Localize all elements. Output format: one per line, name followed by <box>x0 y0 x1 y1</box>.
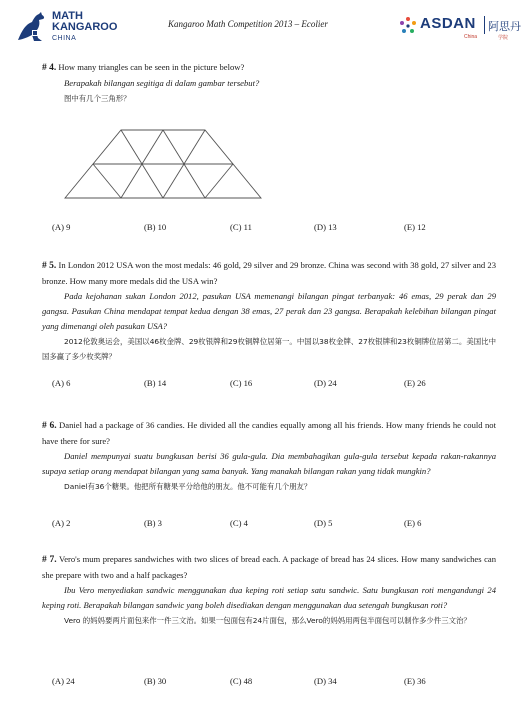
question-text-cn: Vero 的妈妈要两片面包来作一件三文治。如果一包面包有24片面包，那么Vero的妈妈用两包半面包可以制作多少件三文治？ <box>64 616 471 625</box>
asdan-chinese-name: 阿思丹 <box>488 20 521 33</box>
option-c[interactable]: (C) 48 <box>230 676 253 686</box>
asdan-sub: China <box>464 34 478 40</box>
option-a[interactable]: (A) 6 <box>52 378 71 388</box>
answer-options-q6 <box>52 518 472 530</box>
triangle-figure <box>63 128 263 200</box>
math-kangaroo-logo <box>12 8 132 48</box>
option-b[interactable]: (B) 14 <box>144 378 167 388</box>
question-7 <box>42 552 496 628</box>
question-number: # 5. <box>42 261 57 271</box>
figure-line <box>93 164 121 198</box>
asdan-chinese-sub: 学院 <box>498 35 509 41</box>
option-b[interactable]: (B) 30 <box>144 676 167 686</box>
question-text-en: Daniel had a package of 36 candies. He divided all the candies equally among all his friends. How many friends he could not have there for sure? <box>42 420 496 446</box>
option-b[interactable]: (B) 3 <box>144 518 162 528</box>
figure-line <box>205 164 233 198</box>
option-c[interactable]: (C) 16 <box>230 378 253 388</box>
option-e[interactable]: (E) 26 <box>404 378 426 388</box>
option-c[interactable]: (C) 4 <box>230 518 248 528</box>
question-number: # 7. <box>42 555 57 565</box>
option-a[interactable]: (A) 9 <box>52 222 71 232</box>
option-a[interactable]: (A) 2 <box>52 518 71 528</box>
asdan-star-icon <box>398 16 418 36</box>
question-text-ms: Daniel mempunyai suatu bungkusan berisi 36 gula-gula. Dia membahagikan gula-gula tersebut kepada rakan-rakannya supaya setiap orang mendapat bilangan yang sama banyak. Yang manakah bilangan rakan yang tidak mungkin? <box>42 451 496 476</box>
answer-options-q7 <box>52 676 472 688</box>
kangaroo-icon <box>12 10 48 46</box>
option-e[interactable]: (E) 6 <box>404 518 422 528</box>
logo-divider <box>484 16 485 34</box>
question-text-cn: 2012伦敦奥运会，美国以46枚金牌、29枚银牌和29枚铜牌位居第一。中国以38枚金牌、27枚银牌和23枚铜牌位居第二。美国比中国多赢了多少枚奖牌？ <box>42 337 496 361</box>
question-4 <box>42 60 496 106</box>
option-d[interactable]: (D) 5 <box>314 518 333 528</box>
answer-options-q5 <box>52 378 472 390</box>
question-number: # 4. <box>42 63 57 73</box>
option-c[interactable]: (C) 11 <box>230 222 252 232</box>
question-text-cn: Daniel有36个糖果。他把所有糖果平分给他的朋友。他不可能有几个朋友？ <box>64 482 312 491</box>
asdan-logo <box>398 12 526 48</box>
question-text-ms: Berapakah bilangan segitiga di dalam gambar tersebut? <box>64 78 260 88</box>
option-e[interactable]: (E) 12 <box>404 222 426 232</box>
logo-line-china: CHINA <box>52 35 77 42</box>
option-d[interactable]: (D) 24 <box>314 378 337 388</box>
question-text-ms: Pada kejohanan sukan London 2012, pasukan USA memenangi bilangan pingat terbanyak: 46 emas, 29 perak dan 29 gangsa. Pasukan China mendapat tempat kedua dengan 38 emas, 27 perak dan 23 gangsa. Berapakah kelebihan bilangan pingat yang dimenangi oleh pasukan USA? <box>42 291 496 331</box>
logo-line-math: MATH <box>52 10 83 22</box>
logo-line-kangaroo: KANGAROO <box>52 21 118 33</box>
question-text-en: In London 2012 USA won the most medals: 46 gold, 29 silver and 29 bronze. China was second with 38 gold, 27 silver and 23 bronze. How many more medals did the USA win? <box>42 260 496 286</box>
option-d[interactable]: (D) 34 <box>314 676 337 686</box>
option-a[interactable]: (A) 24 <box>52 676 75 686</box>
logo-text <box>52 11 117 44</box>
question-text-en: How many triangles can be seen in the picture below? <box>58 62 245 72</box>
question-5 <box>42 258 496 364</box>
option-b[interactable]: (B) 10 <box>144 222 167 232</box>
page-header <box>0 0 530 50</box>
question-text-ms: Ibu Vero menyediakan sandwic menggunakan dua keping roti setiap satu sandwic. Satu bungkusan roti mengandungi 24 keping roti. Berapakah bilangan sandwic yang boleh disediakan dengan menggunakan dua setengah bungkusan roti? <box>42 585 496 610</box>
asdan-name: ASDAN <box>420 15 476 32</box>
question-text-cn: 图中有几个三角形？ <box>64 94 131 103</box>
page-title: Kangaroo Math Competition 2013 – Ecolier <box>168 19 328 29</box>
question-6 <box>42 418 496 494</box>
option-d[interactable]: (D) 13 <box>314 222 337 232</box>
answer-options-q4 <box>52 222 472 234</box>
option-e[interactable]: (E) 36 <box>404 676 426 686</box>
question-text-en: Vero's mum prepares sandwiches with two slices of bread each. A package of bread has 24 slices. How many sandwiches can she prepare with two and a half packages? <box>42 554 497 580</box>
question-number: # 6. <box>42 421 57 431</box>
